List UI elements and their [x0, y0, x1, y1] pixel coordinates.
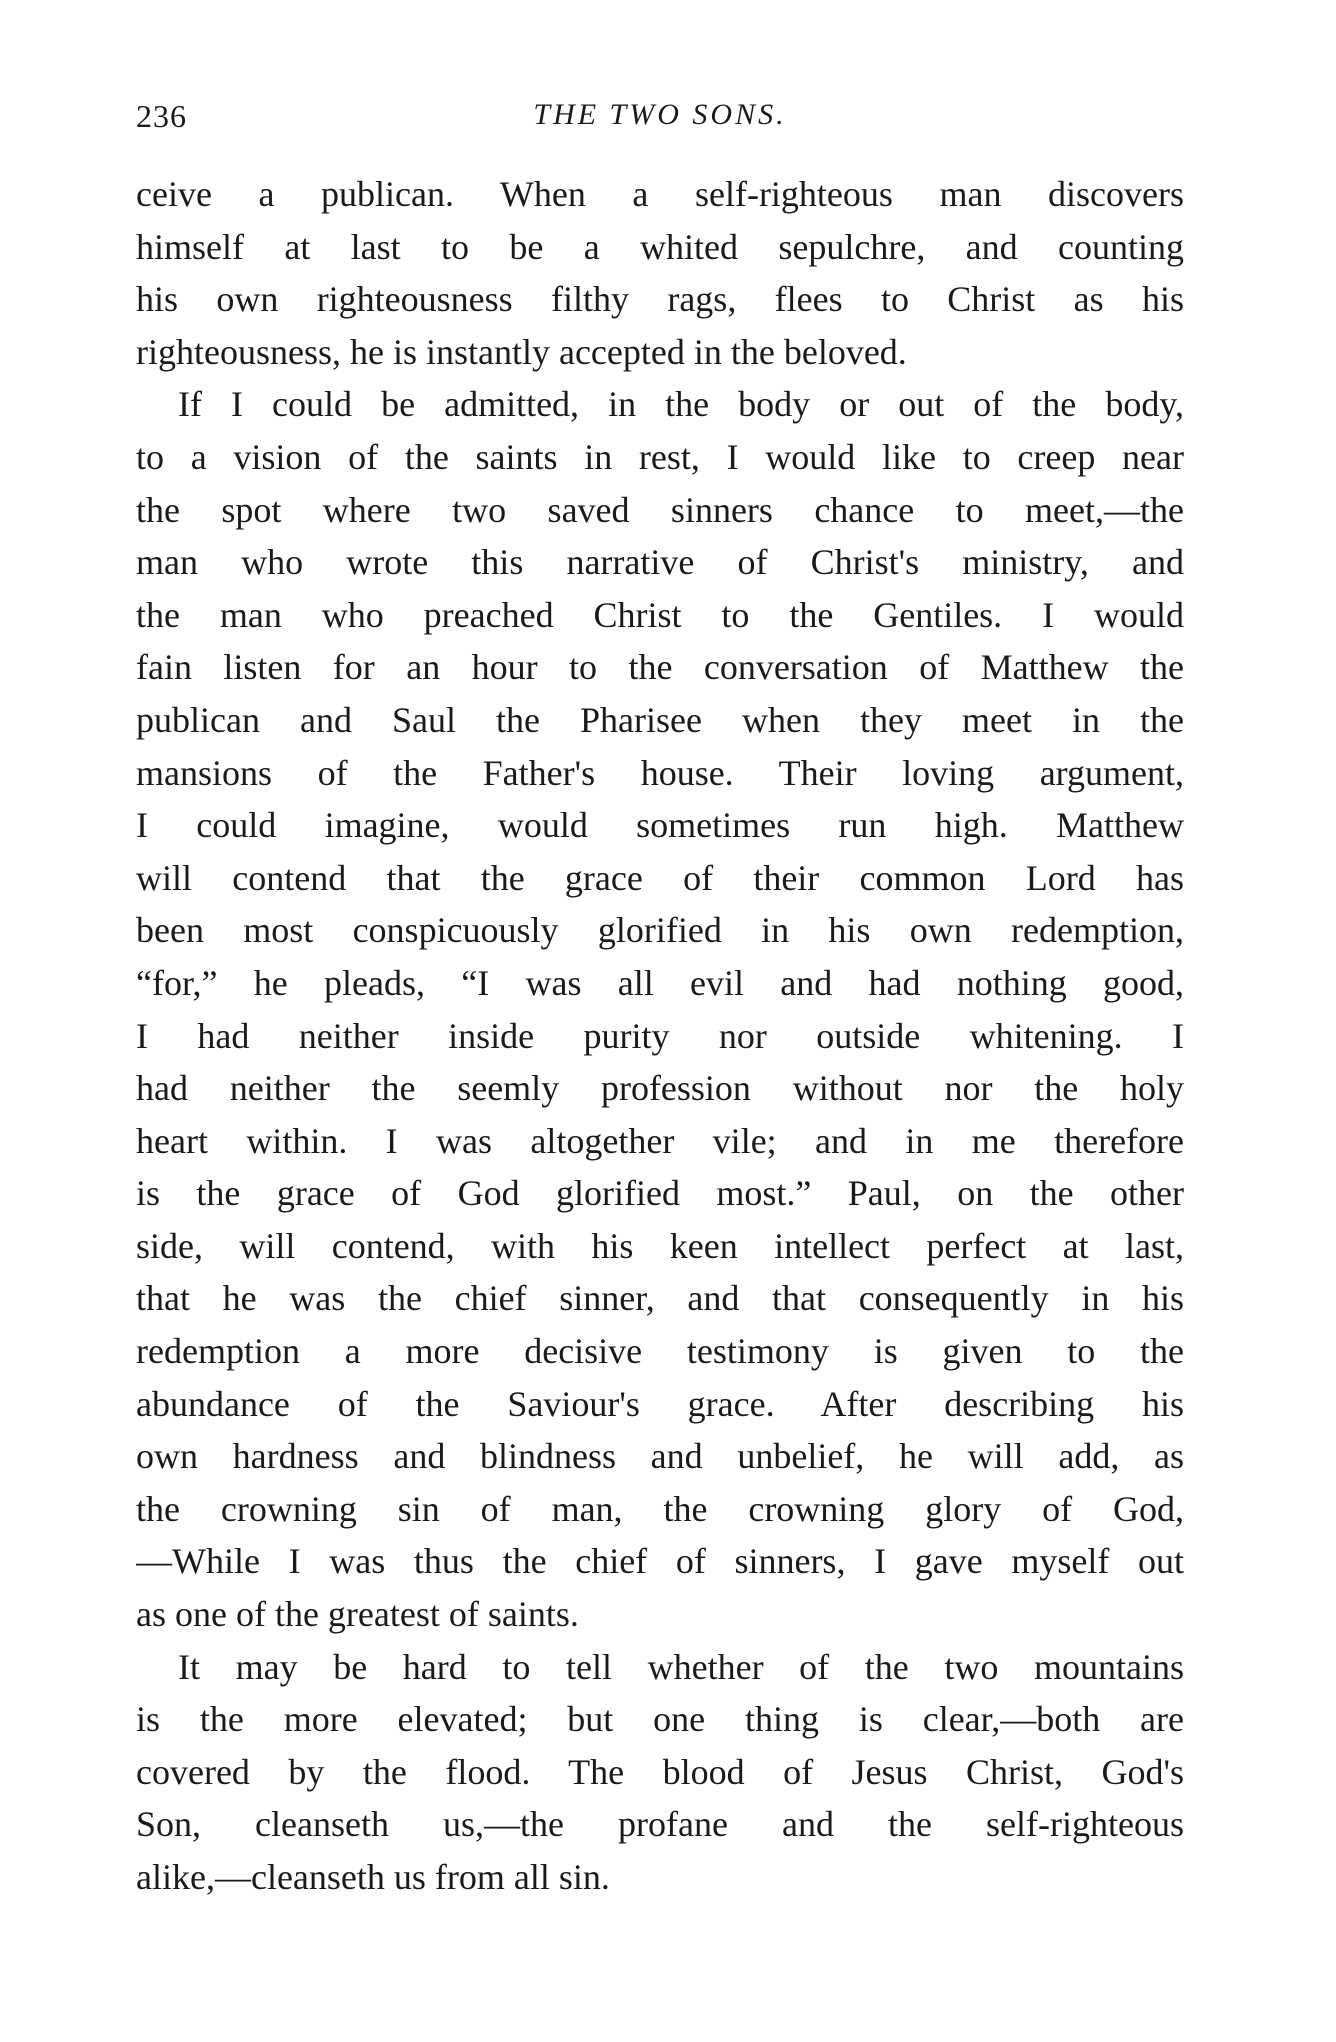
text-line: heart within. I was altogether vile; and in me therefore — [136, 1120, 1184, 1161]
text-line: will contend that the grace of their common Lord has — [136, 857, 1184, 898]
text-line: that he was the chief sinner, and that consequently in his — [136, 1278, 1184, 1319]
text-line: fain listen for an hour to the conversation of Matthew the — [136, 647, 1184, 688]
text-line: the crowning sin of man, the crowning glory of God, — [136, 1488, 1184, 1529]
text-line: had neither the seemly profession without nor the holy — [136, 1068, 1184, 1109]
text-line: his own righteousness filthy rags, flees to Christ as his — [136, 279, 1184, 320]
text-line: If I could be admitted, in the body or out of the body, — [178, 384, 1184, 425]
running-head — [136, 98, 1184, 138]
text-line: ceive a publican. When a self-righteous man discovers — [136, 174, 1184, 214]
text-line: is the grace of God glorified most.” Paul, on the other — [136, 1173, 1184, 1214]
text-line: abundance of the Saviour's grace. After describing his — [136, 1383, 1184, 1424]
text-line: publican and Saul the Pharisee when they meet in the — [136, 699, 1184, 740]
text-line: alike,—cleanseth us from all sin. — [136, 1857, 610, 1897]
text-line: man who wrote this narrative of Christ's ministry, and — [136, 542, 1184, 583]
body-text — [136, 168, 1184, 1904]
paragraph — [136, 168, 1184, 378]
text-line: I had neither inside purity nor outside whitening. I — [136, 1015, 1184, 1056]
paragraph — [136, 1641, 1184, 1904]
running-title: THE TWO SONS. — [533, 98, 787, 131]
text-line: as one of the greatest of saints. — [136, 1594, 579, 1635]
text-line: the man who preached Christ to the Gentiles. I would — [136, 594, 1184, 635]
page-number: 236 — [136, 98, 187, 134]
text-line: “for,” he pleads, “I was all evil and had nothing good, — [136, 962, 1184, 1003]
text-line: the spot where two saved sinners chance to meet,—the — [136, 489, 1184, 530]
text-line: It may be hard to tell whether of the two mountains — [178, 1646, 1184, 1687]
text-line: himself at last to be a whited sepulchre, and counting — [136, 226, 1184, 267]
text-line: to a vision of the saints in rest, I would like to creep near — [136, 436, 1184, 477]
text-line: Son, cleanseth us,—the profane and the self-righteous — [136, 1804, 1184, 1845]
text-line: own hardness and blindness and unbelief, he will add, as — [136, 1436, 1184, 1477]
text-line: I could imagine, would sometimes run high. Matthew — [136, 805, 1184, 846]
text-line: been most conspicuously glorified in his own redemption, — [136, 910, 1184, 951]
text-line: side, will contend, with his keen intellect perfect at last, — [136, 1225, 1184, 1266]
text-line: is the more elevated; but one thing is clear,—both are — [136, 1699, 1184, 1740]
text-line: covered by the flood. The blood of Jesus Christ, God's — [136, 1751, 1184, 1792]
text-line: righteousness, he is instantly accepted in the beloved. — [136, 331, 907, 372]
text-line: mansions of the Father's house. Their loving argument, — [136, 752, 1184, 793]
paragraph — [136, 378, 1184, 1640]
text-line: redemption a more decisive testimony is given to the — [136, 1331, 1184, 1372]
text-line: —While I was thus the chief of sinners, I gave myself out — [136, 1541, 1184, 1582]
